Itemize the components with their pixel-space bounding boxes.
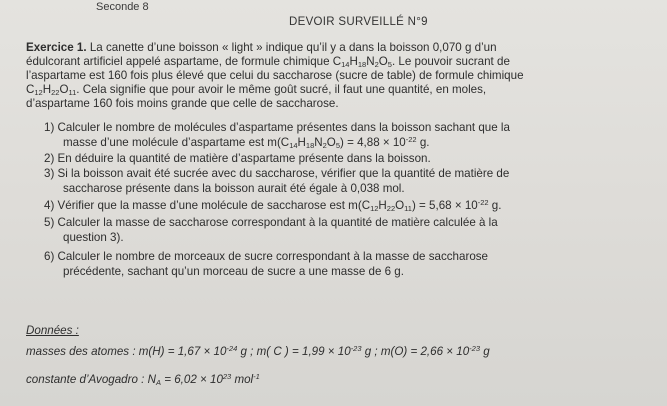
question-6-line-1: 6) Calculer le nombre de morceaux de sucre correspondant à la masse de saccharose <box>44 250 489 263</box>
exercise-label: Exercice 1. <box>26 41 87 54</box>
question-1-line-1: 1) Calculer le nombre de molécules d’aspartame présentes dans la boisson sachant que la <box>44 121 510 134</box>
intro-line-2: édulcorant artificiel appelé aspartame, de formule chimique $C_{14}H_{18}N_2O_5$. Le pouvoir sucrant de <box>26 55 510 69</box>
page-title: DEVOIR SURVEILLÉ N°9 <box>289 16 428 28</box>
question-6-line-2: précédente, sachant qu’un morceau de sucre a une masse de 6 g. <box>63 265 404 278</box>
question-2: 2) En déduire la quantité de matière d’aspartame présente dans la boisson. <box>44 152 431 165</box>
atomic-masses: masses des atomes : $m(H) = 1,67 \times 10^{-24}$ g ; m( C ) = $1,99 \times 10^{-23}$ g ; $m(O) = 2,66 \times 10^{-23}$ g <box>26 344 490 358</box>
question-3-line-2: saccharose présente dans la boisson aurait été égale à 0,038 mol. <box>63 182 405 195</box>
question-1-line-2: masse d’une molécule d’aspartame est $m(C_{14}H_{18}N_2O_5) = 4,88 \times 10^{-22}$ g. <box>63 135 430 150</box>
intro-line-1: Exercice 1. La canette d’une boisson « light » indique qu’il y a dans la boisson 0,070 g d’un <box>26 41 497 54</box>
question-5-line-1: 5) Calculer la masse de saccharose correspondant à la quantité de matière calculée à la <box>44 216 498 229</box>
data-heading: Données : <box>26 324 79 337</box>
question-4: 4) Vérifier que la masse d’une molécule de saccharose est $m(C_{12}H_{22}O_{11}) = 5,68 \times 10^{-22}$ g. <box>44 198 502 213</box>
class-label: Seconde 8 <box>96 1 149 13</box>
intro-line-4: $C_{12}H_{22}O_{11}$. Cela signifie que pour avoir le même goût sucré, il faut une quantité, en moles, <box>26 83 487 97</box>
avogadro-constant: constante d’Avogadro : $N_A = 6,02 \times 10^{23}$ mol$^{-1}$ <box>26 372 260 387</box>
intro-line-3: l’aspartame est 160 fois plus élevé que celui du saccharose (sucre de table) de formule chimique <box>26 69 524 82</box>
intro-line-5: d’aspartame 160 fois moins grande que celle de saccharose. <box>26 97 339 110</box>
question-5-line-2: question 3). <box>63 231 124 244</box>
question-3-line-1: 3) Si la boisson avait été sucrée avec du saccharose, vérifier que la quantité de matière de <box>44 167 510 180</box>
